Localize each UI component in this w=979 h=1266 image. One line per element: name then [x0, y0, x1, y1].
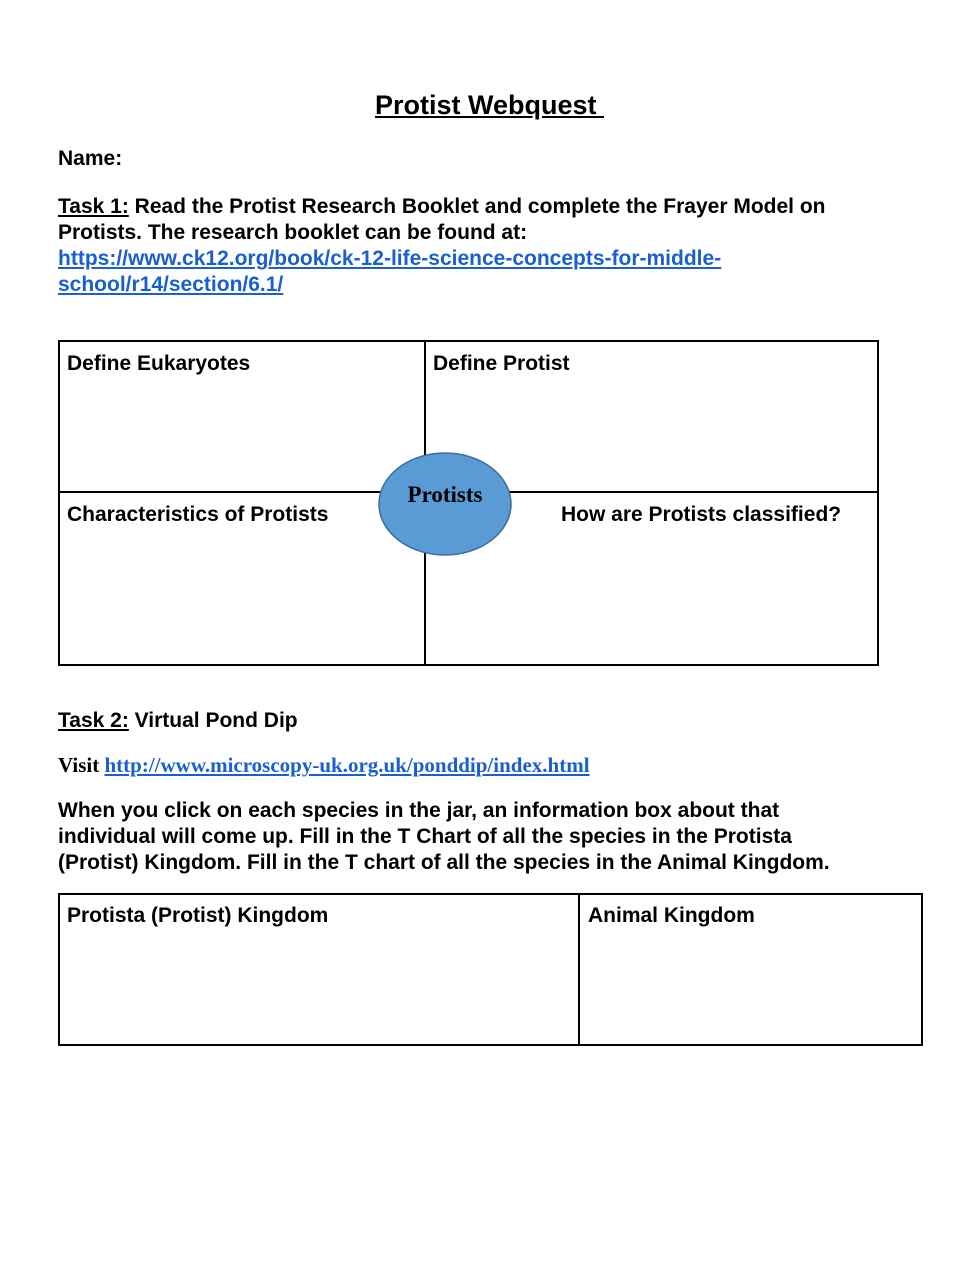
booklet-link-line2[interactable]: school/r14/section/6.1/	[58, 273, 284, 296]
define-eukaryotes-cell: Define Eukaryotes	[67, 352, 251, 375]
task1-label: Task 1:	[58, 195, 129, 218]
task2-instructions	[58, 798, 830, 876]
booklet-link-line1[interactable]: https://www.ck12.org/book/ck-12-life-science-concepts-for-middle-	[58, 247, 722, 270]
instructions-line2: individual will come up. Fill in the T Chart of all the species in the Protista	[58, 825, 792, 848]
define-protist-cell: Define Protist	[433, 352, 570, 375]
animal-kingdom-column: Animal Kingdom	[588, 904, 755, 927]
visit-label: Visit	[58, 753, 105, 777]
classification-cell: How are Protists classified?	[561, 503, 842, 526]
frayer-model	[58, 340, 879, 666]
task2-heading	[58, 708, 298, 734]
page-title: Protist Webquest	[374, 90, 605, 120]
task2-label: Task 2:	[58, 709, 129, 732]
protists-center-label: Protists	[407, 482, 483, 507]
name-label: Name:	[58, 147, 123, 170]
visit-line	[58, 753, 590, 778]
instructions-line3: (Protist) Kingdom. Fill in the T chart of all the species in the Animal Kingdom.	[58, 851, 830, 874]
task1-text-line2: Protists. The research booklet can be found at:	[58, 221, 528, 244]
ponddip-link[interactable]: http://www.microscopy-uk.org.uk/ponddip/index.html	[104, 753, 590, 777]
t-chart	[58, 893, 923, 1046]
task1-paragraph	[58, 194, 938, 298]
task1-text-line1: Read the Protist Research Booklet and complete the Frayer Model on	[128, 195, 826, 218]
protista-kingdom-column: Protista (Protist) Kingdom	[67, 904, 329, 927]
task2-text: Virtual Pond Dip	[128, 709, 298, 732]
characteristics-cell: Characteristics of Protists	[67, 503, 329, 526]
instructions-line1: When you click on each species in the jar, an information box about that	[58, 799, 780, 822]
